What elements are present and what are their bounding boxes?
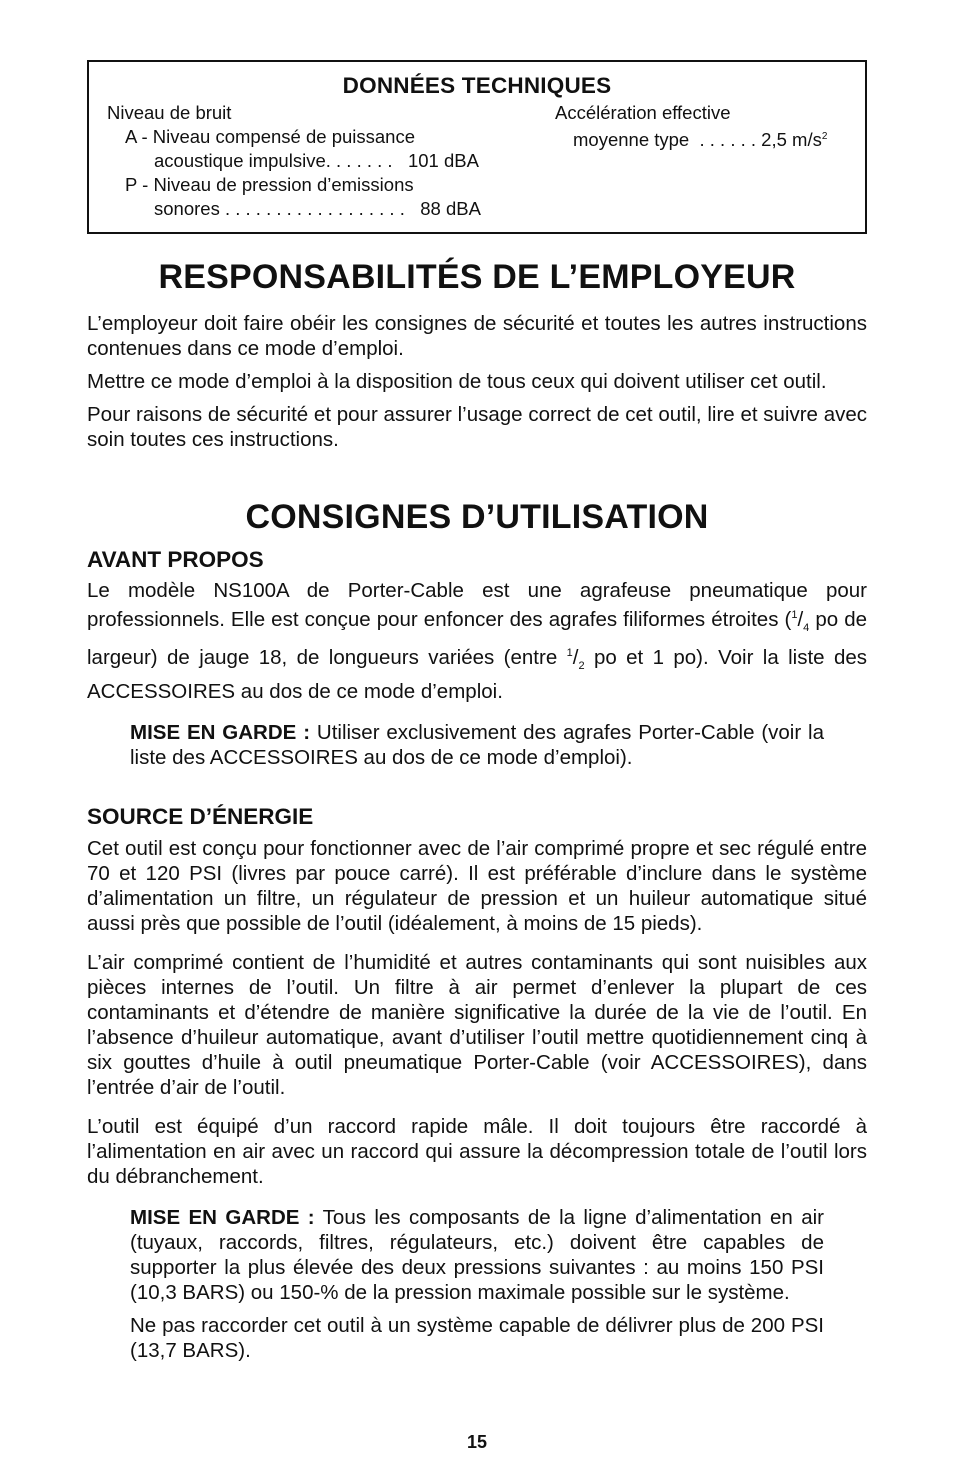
power-paragraph-3: L’outil est équipé d’un raccord rapide mâle. Il doit toujours être raccordé à l’alimentation en air avec un raccord qui assure la décompression totale de l’outil lors du débranchement.: [87, 1114, 867, 1188]
power-heading: SOURCE D’ÉNERGIE: [87, 803, 314, 829]
technical-data-box: [87, 60, 867, 234]
warning-paragraph-2: [130, 1205, 824, 1305]
fraction-quarter-denominator: 4: [803, 621, 810, 634]
warning-block-2: [87, 1205, 867, 1363]
warning-block-1: [87, 720, 867, 770]
noise-label: Niveau de bruit: [107, 102, 232, 123]
page-number: 15: [466, 1432, 488, 1452]
power-paragraph-1: Cet outil est conçu pour fonctionner avec de l’air comprimé propre et sec régulé entre 70 et 120 PSI (livres par pouce carré). Il est préférable d’inclure dans le système d’alimentation un filtre, un régulateur de pression et un huileur automatique situé aussi près que possible de l’outil (idéalement, à moins de 15 pieds).: [87, 836, 867, 935]
noise-a-line2: acoustique impulsive. . . . . . . 101 dBA: [154, 150, 479, 171]
warning-text-1: Utiliser exclusivement des agrafes Porter-Cable (voir la liste des ACCESSOIRES au dos de ce mode d’emploi).: [130, 720, 825, 769]
warning-label-1: MISE EN GARDE :: [130, 720, 311, 744]
employer-heading: RESPONSABILITÉS DE L’EMPLOYEUR: [158, 258, 796, 296]
noise-p-line1: P - Niveau de pression d’emissions: [125, 174, 414, 195]
warning-paragraph-1: [130, 720, 824, 770]
acceleration-exponent: 2: [821, 131, 828, 142]
noise-a-line1: A - Niveau compensé de puissance: [125, 126, 416, 147]
employer-paragraph-3: Pour raisons de sécurité et pour assurer l’usage correct de cet outil, lire et suivre avec soin toutes ces instructions.: [87, 403, 867, 451]
fraction-half-denominator: 2: [578, 659, 585, 672]
acceleration-column: [555, 101, 875, 152]
foreword-text-3: po et 1 po). Voir la liste des ACCESSOIRES au dos de ce mode d’emploi.: [87, 645, 868, 703]
warning-paragraph-3: Ne pas raccorder cet outil à un système capable de délivrer plus de 200 PSI (13,7 BARS).: [130, 1313, 824, 1362]
foreword-text-1: Le modèle NS100A de Porter-Cable est une agrafeuse pneumatique pour professionnels. Elle est conçue pour enfoncer des agrafes filiformes étroites (: [87, 579, 867, 631]
fraction-quarter-numerator: 1: [791, 609, 798, 621]
foreword-heading: AVANT PROPOS: [87, 547, 264, 572]
usage-heading: CONSIGNES D’UTILISATION: [245, 498, 709, 536]
page-content: [87, 60, 867, 1363]
fraction-half-numerator: 1: [566, 646, 573, 659]
acceleration-value: moyenne type . . . . . . 2,5 m/s: [573, 129, 822, 150]
acceleration-value-line: [555, 125, 875, 152]
foreword-text-2: po de largeur) de jauge 18, de longueurs variées (entre: [87, 607, 868, 669]
noise-column: [107, 101, 547, 221]
power-paragraph-2: L’air comprimé contient de l’humidité et autres contaminants qui sont nuisibles aux pièces internes de l’outil. Un filtre à air permet d’enlever la plupart de ces contaminants et d’étendre de manière significative la durée de la vie de l’outil. En l’absence d’huileur automatique, avant d’utiliser l’outil mettre quotidiennement cinq à six gouttes d’huile à outil pneumatique Porter-Cable (voir ACCESSOIRES), dans l’entrée d’air de l’outil.: [87, 950, 867, 1099]
employer-paragraph-2: Mettre ce mode d’emploi à la disposition de tous ceux qui doivent utiliser cet outil.: [87, 370, 827, 393]
employer-paragraph-1: L’employeur doit faire obéir les consignes de sécurité et toutes les autres instructions contenues dans ce mode d’emploi.: [87, 312, 867, 360]
technical-data-title: DONNÉES TECHNIQUES: [342, 73, 612, 98]
noise-p-line2: sonores . . . . . . . . . . . . . . . . . . 88 dBA: [154, 198, 481, 219]
warning-label-2: MISE EN GARDE :: [130, 1205, 315, 1229]
warning-text-2: Tous les composants de la ligne d’alimentation en air (tuyaux, raccords, filtres, régulateurs, etc.) doivent être capables de supporter la plus élevée des deux pressions suivantes : au moins 150 PSI (10,3 BARS) ou 150-% de la pression maximale possible sur le système.: [130, 1205, 824, 1304]
foreword-paragraph: Le modèle NS100A de Porter-Cable est une agrafeuse pneumatique pour professionnels. Elle est conçue pour enfoncer des agrafes filiformes étroites ($^1/_4$ po de largeur) de jauge 18, de longueurs variées (entre $^1/_2$ po et 1 po). Voir la liste des ACCESSOIRES au dos de ce mode d’emploi.: [87, 579, 868, 703]
acceleration-label: Accélération effective: [555, 102, 731, 123]
